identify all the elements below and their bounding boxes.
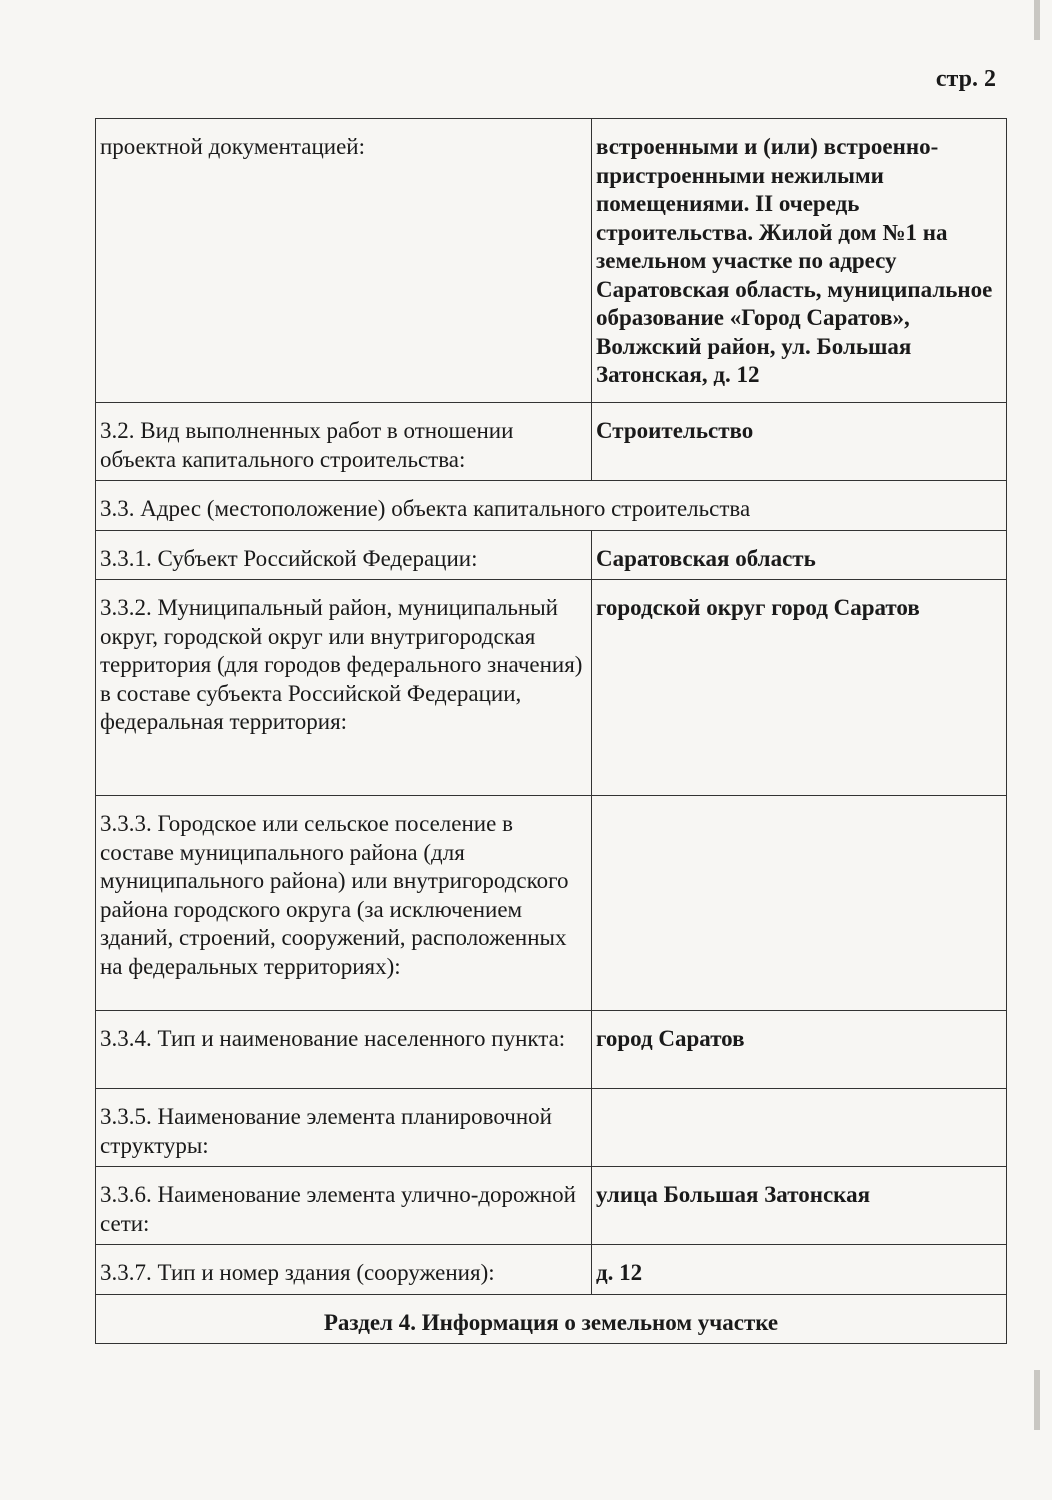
row-label: 3.2. Вид выполненных работ в отношении объекта капитального строительства: — [96, 403, 592, 481]
row-value: Строительство — [592, 403, 1007, 481]
row-value: город Саратов — [592, 1011, 1007, 1089]
table-row — [96, 796, 1007, 1011]
info-table — [95, 118, 1007, 1344]
row-label: 3.3.3. Городское или сельское поселение в составе муниципального района (для муниципального района) или внутригородского района городского округа (за исключением зданий, строений, сооружений, расположенных на федеральных территориях): — [96, 796, 592, 1011]
scan-edge-mark — [1034, 1370, 1040, 1430]
row-label: 3.3.2. Муниципальный район, муниципальный округ, городской округ или внутригородская территория (для городов федерального значения) в составе субъекта Российской Федерации, федеральная территория: — [96, 580, 592, 796]
row-value — [592, 1089, 1007, 1167]
row-value: улица Большая Затонская — [592, 1167, 1007, 1245]
row-value — [592, 796, 1007, 1011]
row-label: проектной документацией: — [96, 119, 592, 403]
row-value: Саратовская область — [592, 530, 1007, 580]
row-label: 3.3.7. Тип и номер здания (сооружения): — [96, 1245, 592, 1295]
table-row — [96, 1245, 1007, 1295]
table-row — [96, 530, 1007, 580]
table-row — [96, 1294, 1007, 1344]
table-row — [96, 403, 1007, 481]
row-value: д. 12 — [592, 1245, 1007, 1295]
table-row — [96, 481, 1007, 531]
scan-edge-mark — [1034, 0, 1040, 40]
row-full: 3.3. Адрес (местоположение) объекта капитального строительства — [96, 481, 1007, 531]
page-number: стр. 2 — [935, 66, 996, 92]
row-value: встроенными и (или) встроенно-пристроенными нежилыми помещениями. II очередь строительства. Жилой дом №1 на земельном участке по адресу Саратовская область, муниципальное образование «Город Саратов», Волжский район, ул. Большая Затонская, д. 12 — [592, 119, 1007, 403]
table-row — [96, 1011, 1007, 1089]
row-label: 3.3.5. Наименование элемента планировочной структуры: — [96, 1089, 592, 1167]
table-row — [96, 1089, 1007, 1167]
table-row — [96, 119, 1007, 403]
row-label: 3.3.6. Наименование элемента улично-дорожной сети: — [96, 1167, 592, 1245]
table-row — [96, 580, 1007, 796]
table-row — [96, 1167, 1007, 1245]
section-heading: Раздел 4. Информация о земельном участке — [96, 1294, 1007, 1344]
row-value: городской округ город Саратов — [592, 580, 1007, 796]
row-label: 3.3.4. Тип и наименование населенного пункта: — [96, 1011, 592, 1089]
row-label: 3.3.1. Субъект Российской Федерации: — [96, 530, 592, 580]
